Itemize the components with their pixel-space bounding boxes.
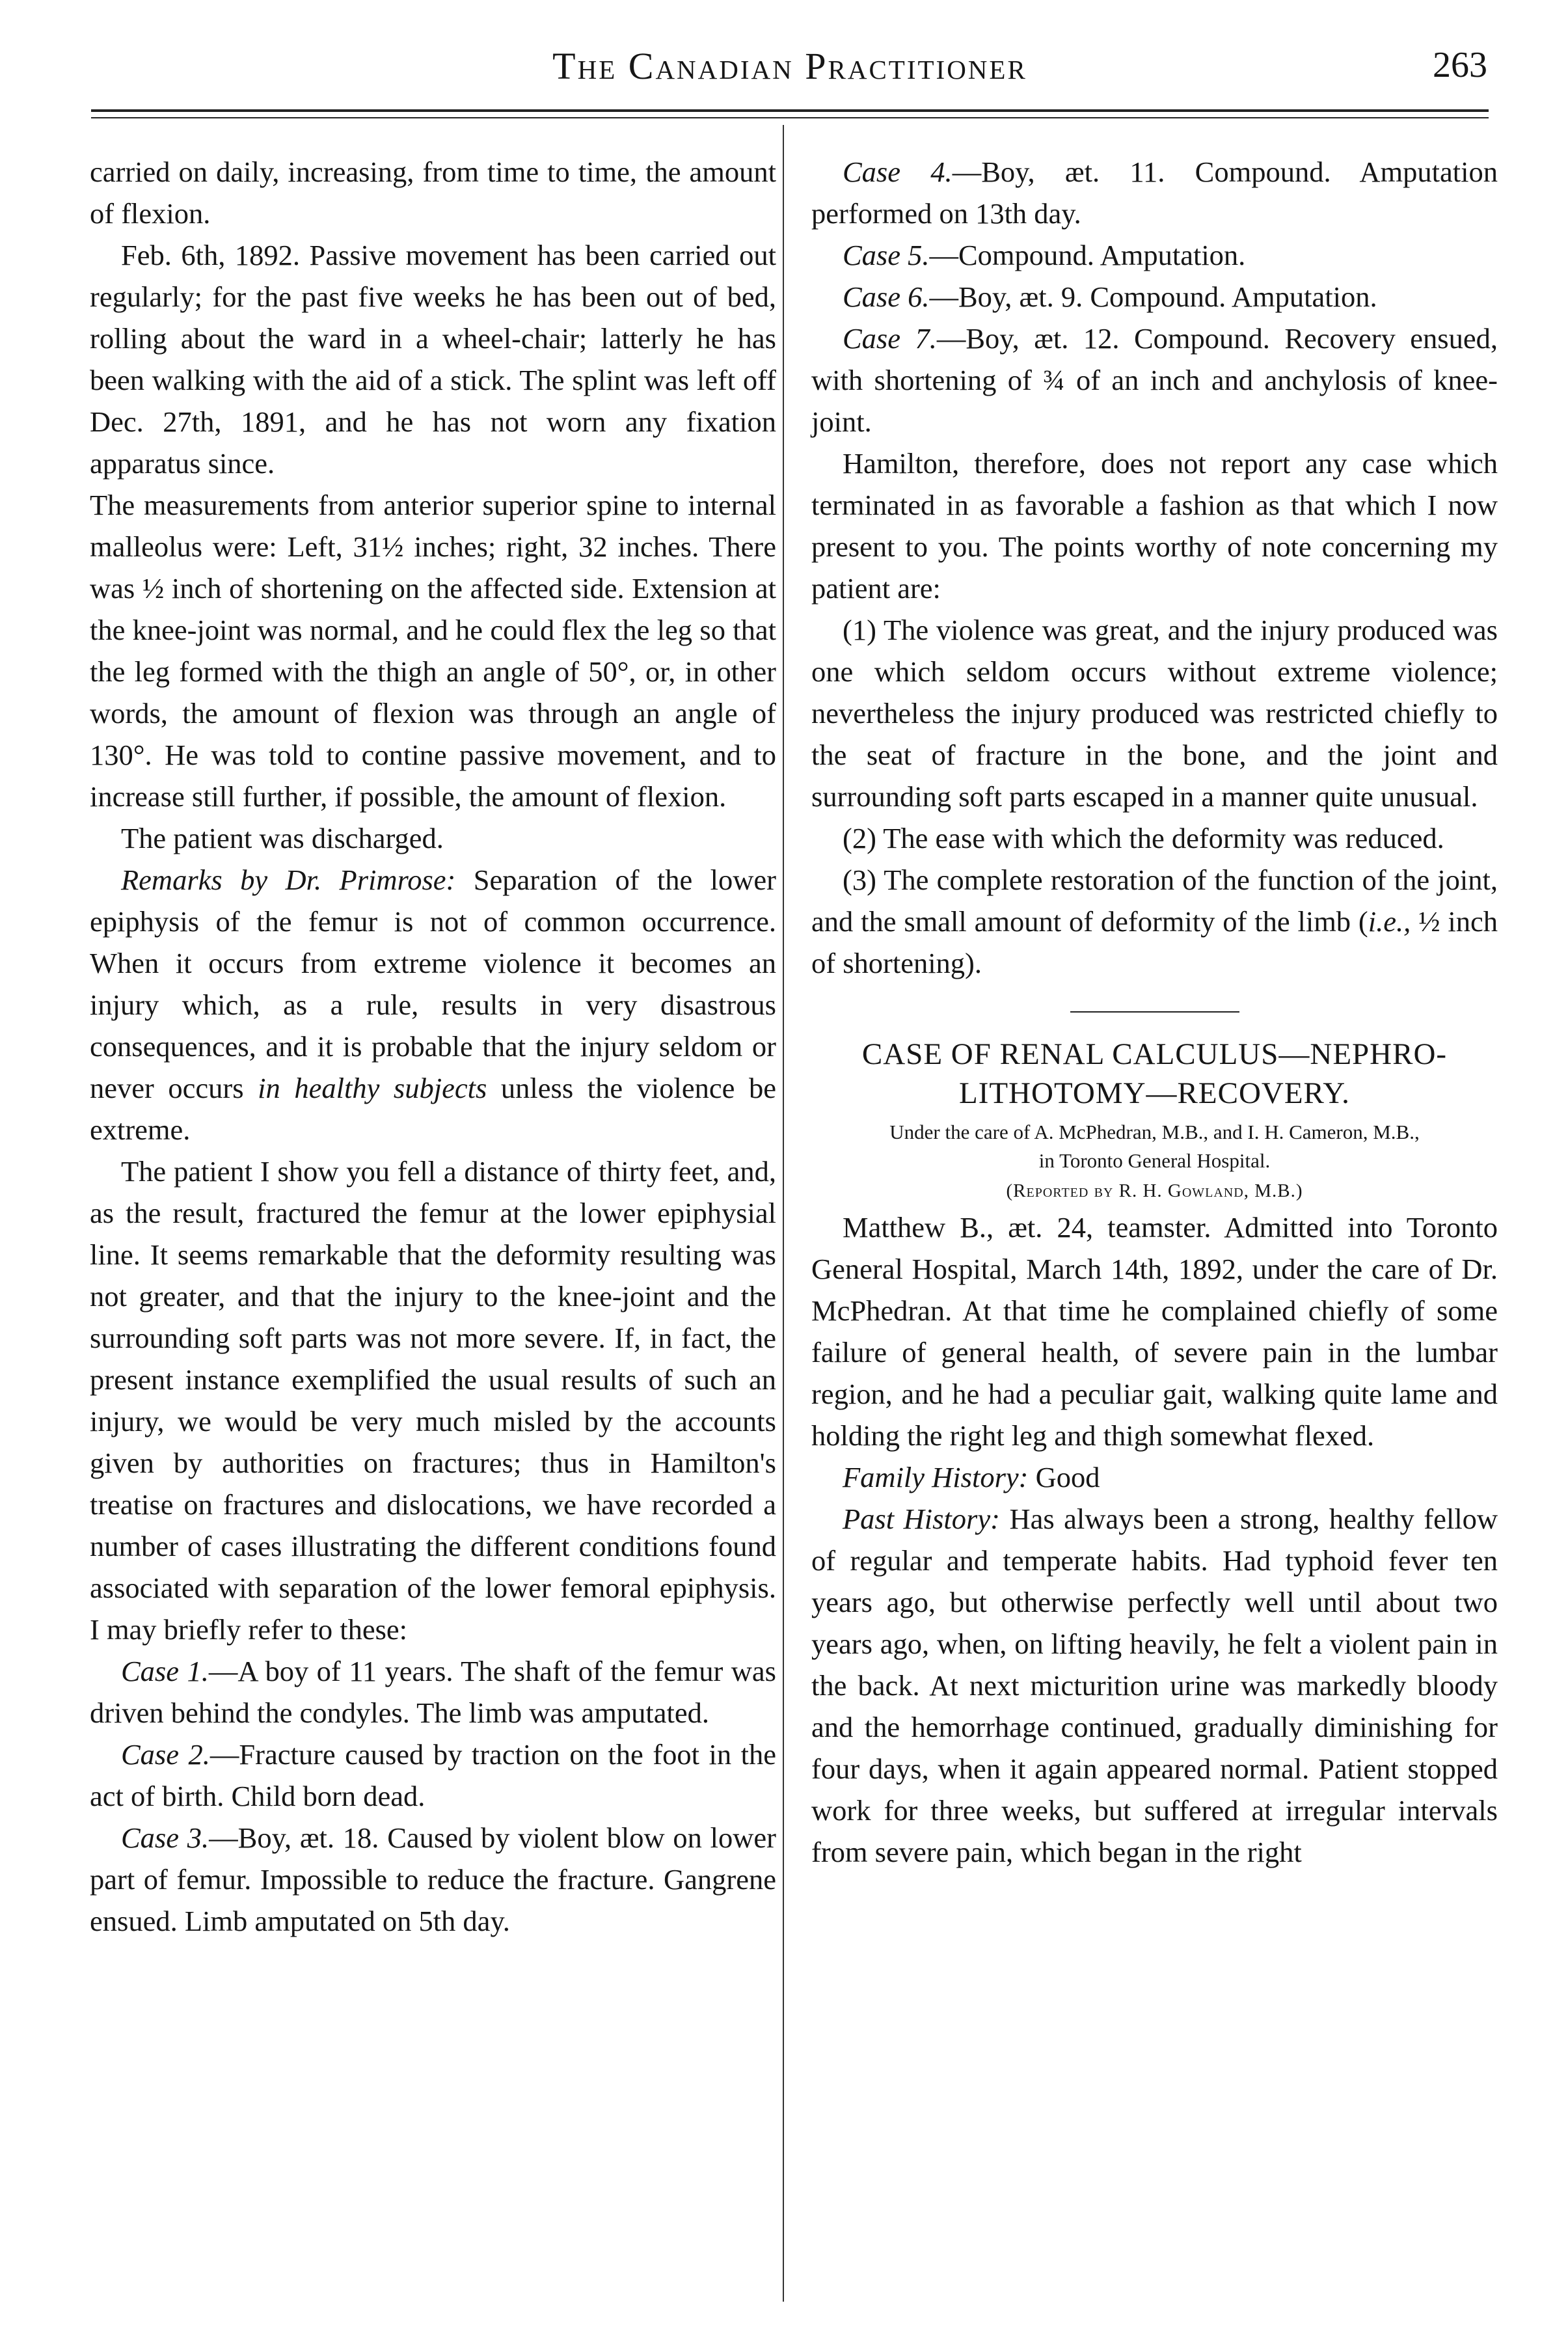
page-number: 263 xyxy=(1433,45,1487,85)
case-entry xyxy=(90,1817,776,1942)
right-column xyxy=(811,151,1498,1873)
case-entry xyxy=(811,151,1498,234)
paragraph: The patient was discharged. xyxy=(121,822,444,854)
section-text: Has always been a strong, healthy fellow of regular and temperate habits. Had typhoid fever ten years ago, but otherwise perfectly well until about two years ago, when, on lifting heavily, he felt a violent pain in the back. At next micturition urine was markedly bloody and the hemorrhage continued, gradually diminishing for four days, when it again appeared normal. Patient stopped work for three weeks, but suffered at irregular intervals from severe pain, which began in the right xyxy=(811,1503,1498,1868)
italic-phrase: i.e., xyxy=(1368,905,1411,938)
text-run: (3) The complete restoration of the function of the joint, and the small amount of deformity of the limb ( xyxy=(811,864,1498,938)
case-text: —Boy, æt. 18. Caused by violent blow on lower part of femur. Impossible to reduce the fracture. Gangrene ensued. Limb amputated on 5th day. xyxy=(90,1821,777,1937)
case-entry xyxy=(90,1650,776,1734)
case-text: —Boy, æt. 9. Compound. Amputation. xyxy=(929,280,1377,313)
case-label: Case 4. xyxy=(843,156,953,188)
case-entry xyxy=(811,318,1498,443)
journal-title: The Canadian Practitioner xyxy=(552,45,1027,87)
paragraph: Hamilton, therefore, does not report any case which terminated in as favorable a fashion as that which I now present to you. The points worthy of note concerning my patient are: xyxy=(811,447,1498,605)
left-column xyxy=(90,151,776,1942)
article-title: CASE OF RENAL CALCULUS—NEPHRO-LITHOTOMY—RECOVERY. xyxy=(861,1037,1448,1110)
remarks-label: Remarks by Dr. Primrose: xyxy=(121,864,456,896)
section-label: Family History: xyxy=(843,1461,1029,1493)
column-divider xyxy=(783,125,784,2302)
text-run: unless the violence be extreme. xyxy=(90,1072,777,1146)
reporter-line: (Reported by R. H. Gowland, M.B.) xyxy=(1006,1180,1303,1201)
text-run: ½ inch of shortening). xyxy=(811,905,1498,979)
italic-phrase: in healthy subjects xyxy=(258,1072,487,1104)
section-text: Good xyxy=(1035,1461,1100,1493)
point-3 xyxy=(811,859,1498,984)
page-header xyxy=(90,39,1490,104)
case-text: —Compound. Amputation. xyxy=(929,239,1246,271)
case-label: Case 1. xyxy=(121,1655,209,1687)
case-text: —Fracture caused by traction on the foot in the act of birth. Child born dead. xyxy=(90,1738,777,1812)
section-label: Past History: xyxy=(843,1503,1000,1535)
point-1: (1) The violence was great, and the injury produced was one which seldom occurs without extreme violence; nevertheless the injury produced was restricted chiefly to the seat of fracture in the bone, and the joint and surrounding soft parts escaped in a manner quite unusual. xyxy=(811,614,1498,813)
case-text: —Boy, æt. 11. Compound. Amputation performed on 13th day. xyxy=(811,156,1498,230)
paragraph: The measurements from anterior superior spine to internal malleolus were: Left, 31½ inches; right, 32 inches. There was ½ inch of shortening on the affected side. Extension at the knee-joint was normal, and he could flex the leg so that the leg formed with the thigh an angle of 50°, or, in other words, the amount of flexion was through an angle of 130°. He was told to contine passive movement, and to increase still further, if possible, the amount of flexion. xyxy=(90,489,776,813)
byline: Under the care of A. McPhedran, M.B., and I. H. Cameron, M.B., xyxy=(889,1121,1420,1143)
case-text: —A boy of 11 years. The shaft of the femur was driven behind the condyles. The limb was amputated. xyxy=(90,1655,776,1729)
article-separator xyxy=(1070,1011,1239,1013)
paragraph: carried on daily, increasing, from time to time, the amount of flexion. xyxy=(90,156,776,230)
paragraph: The patient I show you fell a distance of thirty feet, and, as the result, fractured the femur at the lower epiphysial line. It seems remarkable that the deformity resulting was not greater, and that the injury to the knee-joint and the surrounding soft parts was not more severe. If, in fact, the present instance exemplified the usual results of such an injury, we would be very much misled by the accounts given by authorities on fractures; thus in Hamilton's treatise on fractures and dislocations, we have recorded a number of cases illustrating the different conditions found associated with separation of the lower femoral epiphysis. I may briefly refer to these: xyxy=(90,1155,776,1646)
case-label: Case 7. xyxy=(843,322,937,355)
header-rule-thin xyxy=(91,117,1489,118)
text-run: Separation of the lower epiphysis of the femur is not of common occurrence. When it occurs from extreme violence it becomes an injury which, as a rule, results in very disastrous consequences, and it is probable that the injury seldom or never occurs xyxy=(90,864,776,1104)
paragraph: Feb. 6th, 1892. Passive movement has been carried out regularly; for the past five weeks he has been out of bed, rolling about the ward in a wheel-chair; latterly he has been walking with the aid of a stick. The splint was left off Dec. 27th, 1891, and he has not worn any fixation apparatus since. xyxy=(90,239,776,480)
case-label: Case 6. xyxy=(843,280,930,313)
case-entry xyxy=(90,1734,776,1817)
paragraph: Matthew B., æt. 24, teamster. Admitted into Toronto General Hospital, March 14th, 1892, under the care of Dr. McPhedran. At that time he complained chiefly of some failure of general health, of severe pain in the lumbar region, and he had a peculiar gait, walking quite lame and holding the right leg and thigh somewhat flexed. xyxy=(811,1211,1498,1452)
header-rule-thick xyxy=(91,109,1489,112)
byline: in Toronto General Hospital. xyxy=(1038,1149,1271,1172)
case-entry xyxy=(811,276,1498,318)
case-label: Case 5. xyxy=(843,239,930,271)
case-label: Case 2. xyxy=(121,1738,210,1771)
remarks-paragraph xyxy=(90,859,776,1151)
past-history xyxy=(811,1498,1498,1873)
case-entry xyxy=(811,234,1498,276)
case-text: —Boy, æt. 12. Compound. Recovery ensued, with shortening of ¾ of an inch and anchylosis of knee-joint. xyxy=(811,322,1498,438)
case-label: Case 3. xyxy=(121,1821,210,1854)
family-history xyxy=(811,1456,1498,1498)
point-2: (2) The ease with which the deformity was reduced. xyxy=(843,822,1444,854)
